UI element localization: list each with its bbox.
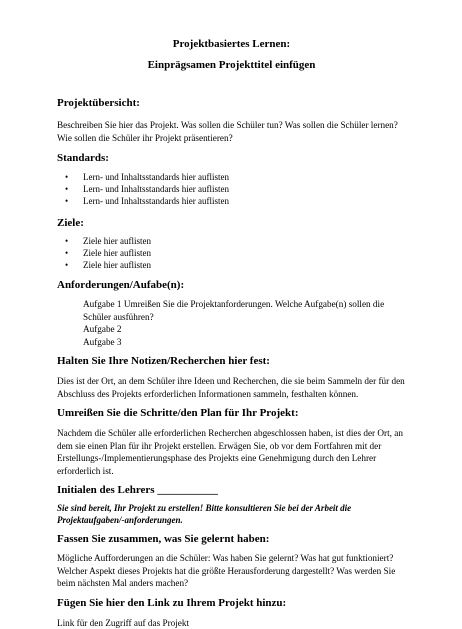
ready-note: Sie sind bereit, Ihr Projekt zu erstellen! Bitte konsultieren Sie bei der Arbeit die Projektaufgaben/-anforderungen. [57, 502, 406, 526]
list-item: • Lern- und Inhaltsstandards hier auflisten [65, 183, 406, 195]
project-link-text: Link für den Zugriff auf das Projekt [57, 617, 406, 629]
bullet-icon: • [65, 171, 68, 183]
requirements-heading: Anforderungen/Aufabe(n): [57, 278, 406, 292]
bullet-icon: • [65, 235, 68, 247]
list-item: • Lern- und Inhaltsstandards hier auflisten [65, 195, 406, 207]
list-item: • Ziele hier auflisten [65, 247, 406, 259]
list-item: • Ziele hier auflisten [65, 259, 406, 271]
plan-heading: Umreißen Sie die Schritte/den Plan für Ihr Projekt: [57, 406, 406, 420]
bullet-icon: • [65, 183, 68, 195]
summary-heading: Fassen Sie zusammen, was Sie gelernt haben: [57, 532, 406, 546]
goals-heading: Ziele: [57, 216, 406, 230]
overview-heading: Projektübersicht: [57, 96, 406, 110]
bullet-icon: • [65, 247, 68, 259]
notes-text: Dies ist der Ort, an dem Schüler ihre Ideen und Recherchen, die sie beim Sammeln der für den Abschluss des Projekts erforderlichen Informationen sammeln, festhalten können. [57, 375, 406, 400]
standards-list [57, 171, 406, 207]
goals-list [57, 235, 406, 271]
link-heading: Fügen Sie hier den Link zu Ihrem Projekt hinzu: [57, 596, 406, 610]
standards-heading: Standards: [57, 151, 406, 165]
bullet-icon: • [65, 195, 68, 207]
bullet-icon: • [65, 259, 68, 271]
teacher-initials-heading: Initialen des Lehrers ___________ [57, 483, 406, 497]
notes-heading: Halten Sie Ihre Notizen/Recherchen hier fest: [57, 354, 406, 368]
list-item: • Ziele hier auflisten [65, 235, 406, 247]
task-item: Aufgabe 1 Umreißen Sie die Projektanforderungen. Welche Aufgabe(n) sollen die Schüler ausführen? [83, 298, 406, 323]
summary-text: Mögliche Aufforderungen an die Schüler: Was haben Sie gelernt? Was hat gut funktioniert? Welcher Aspekt dieses Projekts hat die größte Herausforderung dargestellt? Was werden Sie beim nächsten Mal anders machen? [57, 552, 406, 590]
overview-text: Beschreiben Sie hier das Projekt. Was sollen die Schüler tun? Was sollen die Schüler lernen? Wie sollen die Schüler ihr Projekt präsentieren? [57, 119, 406, 144]
list-item: • Lern- und Inhaltsstandards hier auflisten [65, 171, 406, 183]
plan-text: Nachdem die Schüler alle erforderlichen Recherchen abgeschlossen haben, ist dies der Ort, an dem sie einen Plan für ihr Projekt erstellen. Erwägen Sie, ob vor dem Fortfahren mit der Erstellungs-/Implementierungsphase des Projekts eine Genehmigung durch den Lehrer erforderlich ist. [57, 427, 406, 477]
document-title: Projektbasiertes Lernen: [57, 0, 406, 51]
project-title: Einprägsamen Projekttitel einfügen [57, 58, 406, 72]
task-item: Aufgabe 3 [83, 336, 406, 349]
requirements-tasks [57, 298, 406, 348]
task-item: Aufgabe 2 [83, 323, 406, 336]
